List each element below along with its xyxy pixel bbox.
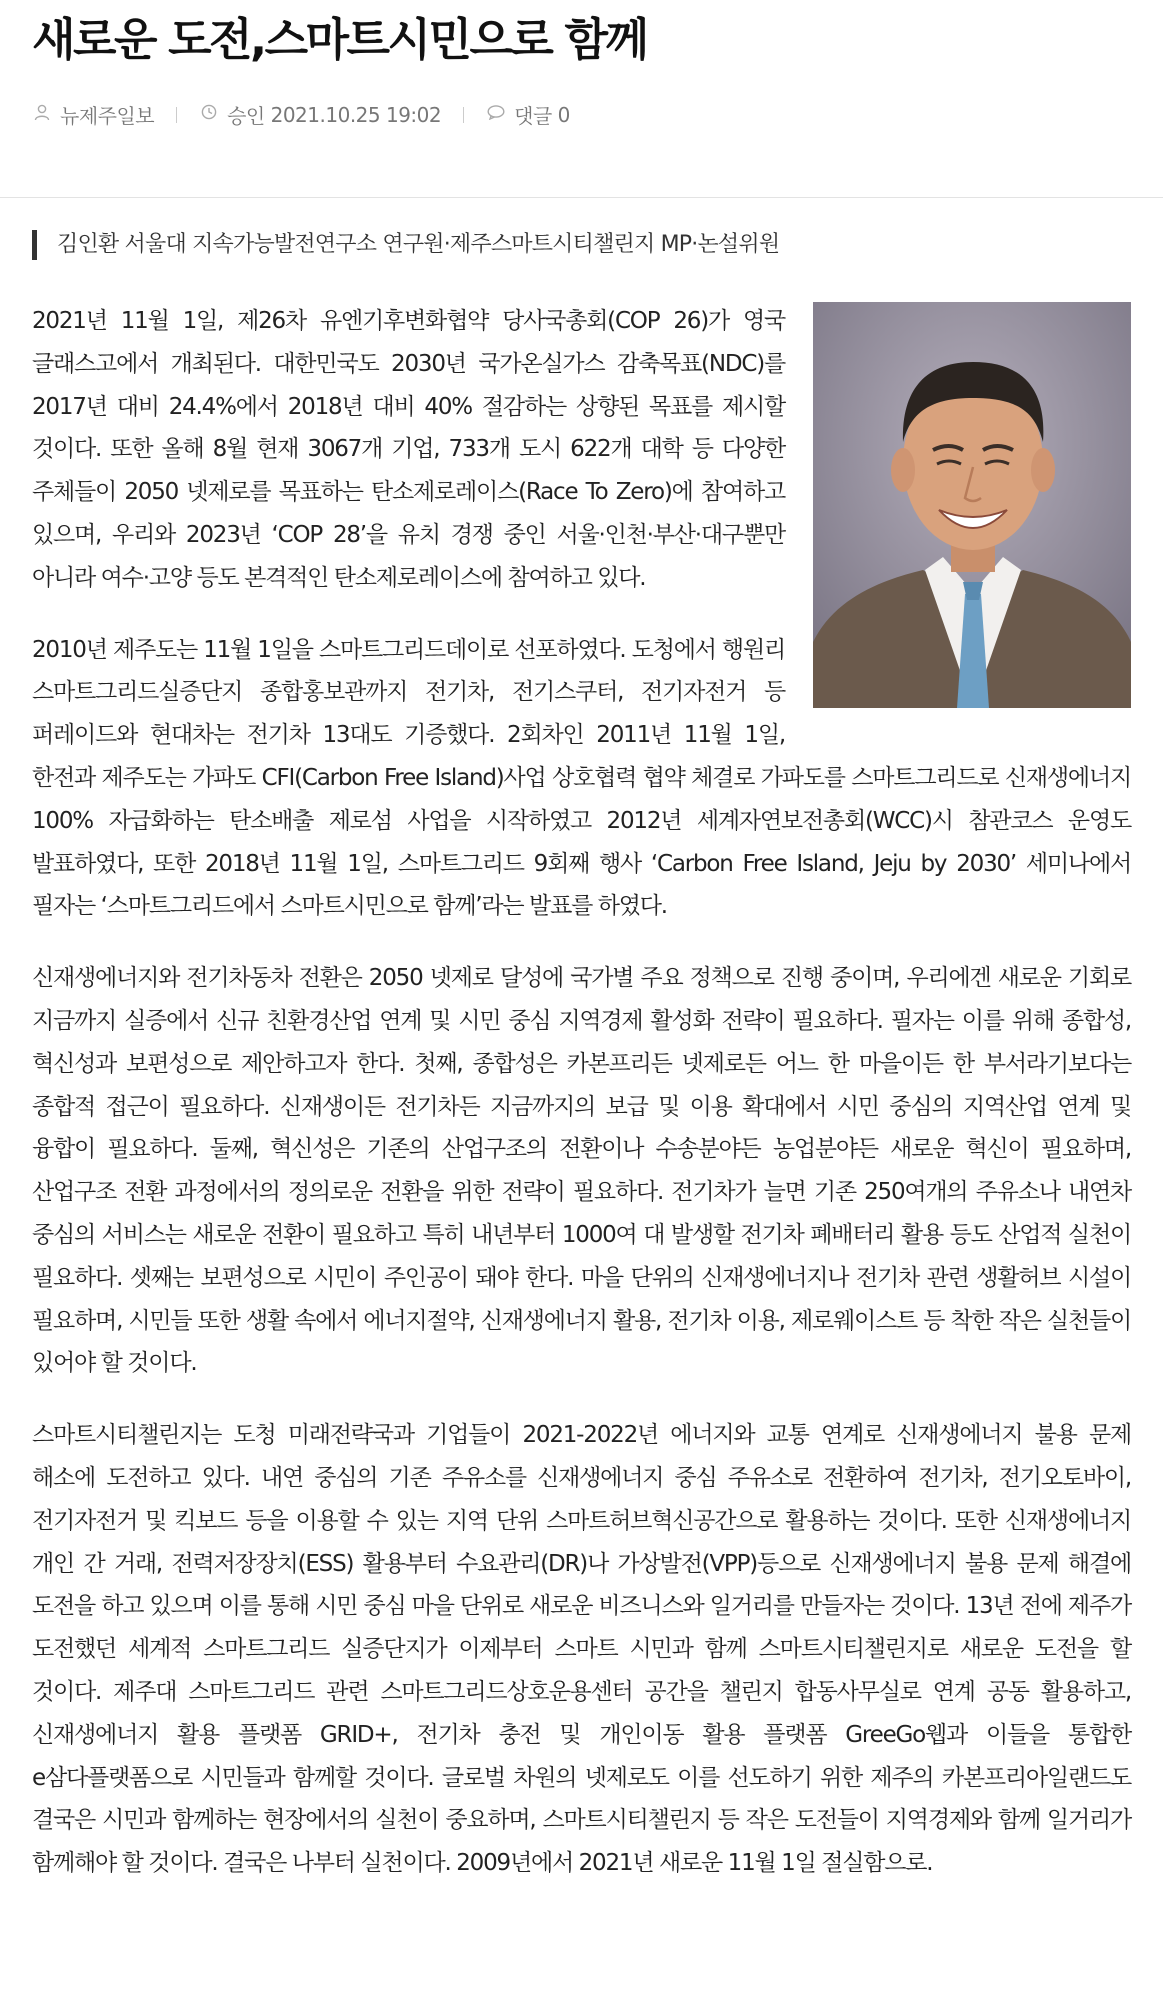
- meta-divider: [463, 107, 464, 123]
- clock-icon: [199, 104, 219, 125]
- article-body: [0, 198, 1163, 1885]
- article-paragraph: 2021년 11월 1일, 제26차 유엔기후변화협약 당사국총회(COP 26)가 영국 글래스고에서 개최된다. 대한민국도 2030년 국가온실가스 감축목표(NDC)를 2017년 대비 24.4%에서 2018년 대비 40% 절감하는 상향된 목표를 제시할 것이다. 또한 올해 8월 현재 3067개 기업, 733개 도시 622개 대학 등 다양한 주체들이 2050 넷제로를 목표하는 탄소제로레이스(Race To Zero)에 참여하고 있으며, 우리와 2023년 ‘COP 28’을 유치 경쟁 중인 서울·인천·부산·대구뿐만 아니라 여수·고양 등도 본격적인 탄소제로레이스에 참여하고 있다.: [32, 308, 785, 591]
- article-paragraph: 신재생에너지와 전기차동차 전환은 2050 넷제로 달성에 국가별 주요 정책으로 진행 중이며, 우리에겐 새로운 기회로 지금까지 실증에서 신규 친환경산업 연계 및 시민 중심 지역경제 활성화 전략이 필요하다. 필자는 이를 위해 종합성, 혁신성과 보편성으로 제안하고자 한다. 첫째, 종합성은 카본프리든 넷제로든 어느 한 마을이든 한 부서라기보다는 종합적 접근이 필요하다. 신재생이든 전기차든 지금까지의 보급 및 이용 확대에서 시민 중심의 지역산업 연계 및 융합이 필요하다. 둘째, 혁신성은 기존의 산업구조의 전환이나 수송분야든 농업분야든 새로운 혁신이 필요하며, 산업구조 전환 과정에서의 정의로운 전환을 위한 전략이 필요하다. 전기차가 늘면 기존 250여개의 주유소나 내연차 중심의 서비스는 새로운 전환이 필요하고 특히 내년부터 1000여 대 발생할 전기차 폐배터리 활용 등도 산업적 실천이 필요하다. 셋째는 보편성으로 시민이 주인공이 돼야 한다. 마을 단위의 신재생에너지나 전기차 관련 생활허브 시설이 필요하며, 시민들 또한 생활 속에서 에너지절약, 신재생에너지 활용, 전기차 이용, 제로웨이스트 등 착한 작은 실천들이 있어야 할 것이다.: [32, 965, 1131, 1377]
- article-title: 새로운 도전,스마트시민으로 함께: [32, 13, 647, 66]
- meta-divider: [176, 107, 177, 123]
- left-ear: [891, 448, 915, 492]
- meta-author: [32, 100, 154, 129]
- author-name[interactable]: 뉴제주일보: [60, 104, 155, 128]
- portrait-illustration: [813, 302, 1131, 708]
- article-byline: 김인환 서울대 지속가능발전연구소 연구원·제주스마트시티챌린지 MP·논설위원: [32, 230, 1131, 260]
- article-paragraph: 스마트시티챌린지는 도청 미래전략국과 기업들이 2021-2022년 에너지와 교통 연계로 신재생에너지 불용 문제 해소에 도전하고 있다. 내연 중심의 기존 주유소를 신재생에너지 중심 주유소로 전환하여 전기차, 전기오토바이, 전기자전거 및 킥보드 등을 이용할 수 있는 지역 단위 스마트허브혁신공간으로 활용하는 것이다. 또한 신재생에너지 개인 간 거래, 전력저장장치(ESS) 활용부터 수요관리(DR)나 가상발전(VPP)등으로 신재생에너지 불용 문제 해결에 도전을 하고 있으며 이를 통해 시민 중심 마을 단위로 새로운 비즈니스와 일거리를 만들자는 것이다. 13년 전에 제주가 도전했던 세계적 스마트그리드 실증단지가 이제부터 스마트 시민과 함께 스마트시티챌린지로 새로운 도전을 할 것이다. 제주대 스마트그리드 관련 스마트그리드상호운용센터 공간을 챌린지 합동사무실로 연계 공동 활용하고, 신재생에너지 활용 플랫폼 GRID+, 전기차 충전 및 개인이동 활용 플랫폼 GreeGo웹과 이들을 통합한 e삼다플랫폼으로 시민들과 함께할 것이다. 글로벌 차원의 넷제로도 이를 선도하기 위한 제주의 카본프리아일랜드도 결국은 시민과 함께하는 현장에서의 실천이 중요하며, 스마트시티챌린지 등 작은 도전들이 지역경제와 함께 일거리가 함께해야 할 것이다. 결국은 나부터 실천이다. 2009년에서 2021년 새로운 11월 1일 절실함으로.: [32, 1422, 1131, 1877]
- approved-label: 승인: [227, 104, 265, 128]
- article-header: [0, 0, 1163, 198]
- approved-datetime: 2021.10.25 19:02: [270, 102, 442, 127]
- article-paragraph: 2010년 제주도는 11월 1일을 스마트그리드데이로 선포하였다. 도청에서 행원리 스마트그리드실증단지 종합홍보관까지 전기차, 전기스쿠터, 전기자전거 등 퍼레이드와 현대차는 전기차 13대도 기증했다. 2회차인 2011년 11월 1일, 한전과 제주도는 가파도 CFI(Carbon Free Island)사업 상호협력 협약 체결로 가파도를 스마트그리드로 신재생에너지 100% 자급화하는 탄소배출 제로섬 사업을 시작하였고 2012년 세계자연보전총회(WCC)시 참관코스 운영도 발표하였다, 또한 2018년 11월 1일, 스마트그리드 9회째 행사 ‘Carbon Free Island, Jeju by 2030’ 세미나에서 필자는 ‘스마트그리드에서 스마트시민으로 함께’라는 발표를 하였다.: [32, 636, 1131, 920]
- meta-comments[interactable]: [486, 100, 570, 129]
- comment-icon: [486, 104, 506, 125]
- comments-count[interactable]: 0: [557, 102, 570, 127]
- article-meta: [32, 100, 1131, 129]
- comments-label[interactable]: 댓글: [514, 104, 552, 128]
- right-ear: [1031, 448, 1055, 492]
- meta-approved: [199, 100, 441, 129]
- author-photo: [813, 302, 1131, 708]
- user-icon: [32, 104, 52, 126]
